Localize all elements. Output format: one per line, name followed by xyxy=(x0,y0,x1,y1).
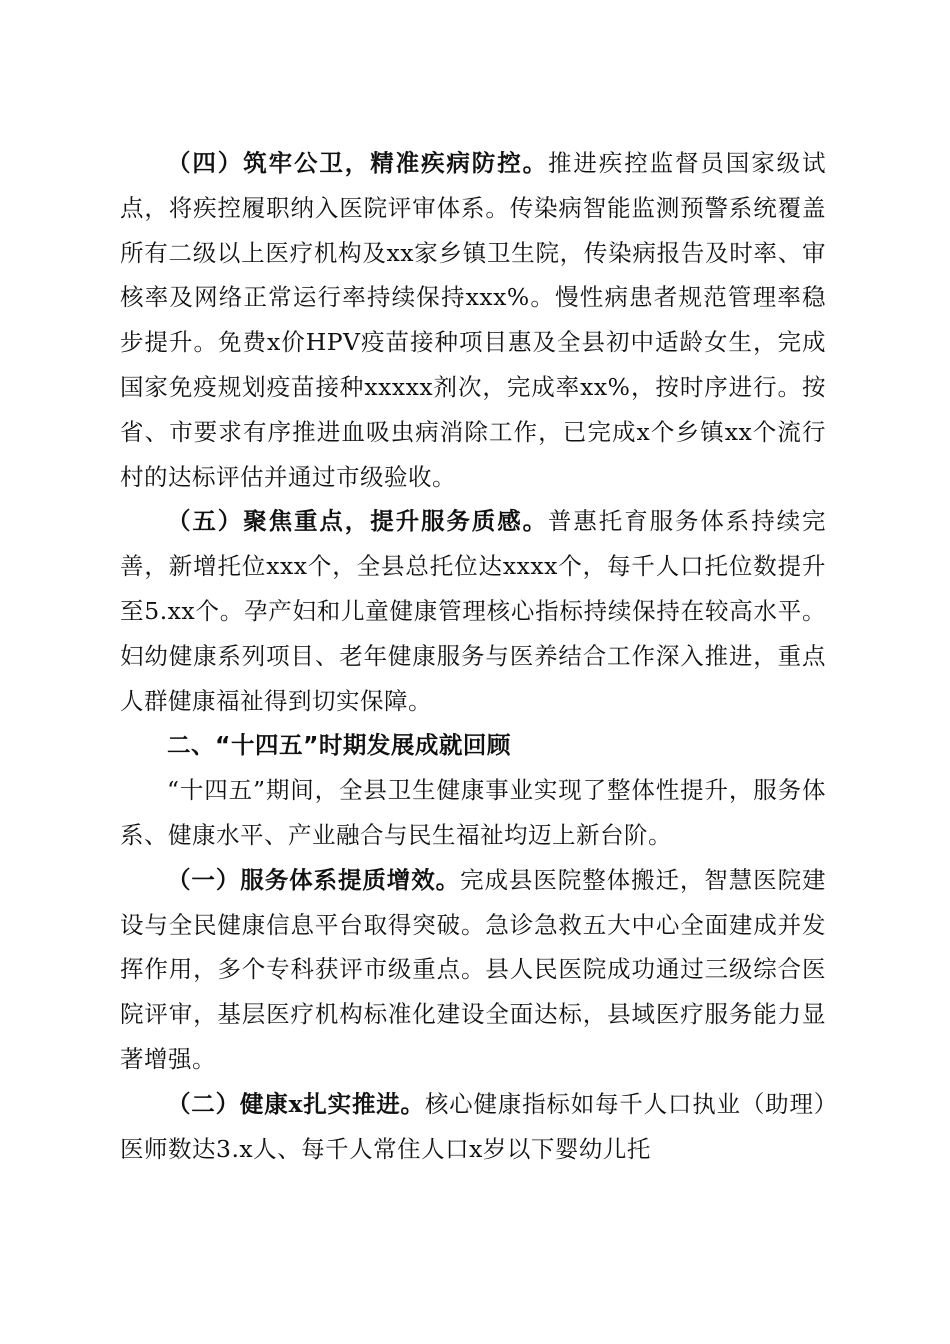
paragraph-achievements-intro: “十四五”期间，全县卫生健康事业实现了整体性提升，服务体系、健康水平、产业融合与民生福祉均迈上新台阶。 xyxy=(120,776,826,849)
paragraph-lead-service-quality: （五）聚焦重点，提升服务质感。 xyxy=(167,507,548,536)
paragraph-service-system xyxy=(120,858,826,1082)
paragraph-text-service-quality: 普惠托育服务体系持续完善，新增托位xxx个，全县总托位达xxxx个，每千人口托位数提升至5.xx个。孕产妇和儿童健康管理核心指标持续保持在较高水平。妇幼健康系列项目、老年健康服务与医养结合工作深入推进，重点人群健康福祉得到切实保障。 xyxy=(120,507,826,715)
document-body xyxy=(120,141,826,1171)
paragraph-lead-disease-control: （四）筑牢公卫，精准疾病防控。 xyxy=(167,149,548,177)
section-heading-achievements: 二、“十四五”时期发展成就回顾 xyxy=(167,731,511,760)
paragraph-lead-health-progress: （二）健康x扎实推进。 xyxy=(167,1089,425,1118)
paragraph-text-health-progress: 核心健康指标如每千人口执业（助理）医师数达3.x人、每千人常住人口x岁以下婴幼儿托 xyxy=(120,1089,827,1163)
paragraph-health-progress xyxy=(120,1082,826,1172)
paragraph-disease-control xyxy=(120,141,826,499)
paragraph-service-quality xyxy=(120,499,826,723)
paragraph-lead-service-system: （一）服务体系提质增效。 xyxy=(167,865,461,894)
paragraph-text-service-system: 完成县医院整体搬迁，智慧医院建设与全民健康信息平台取得突破。急诊急救五大中心全面建成并发挥作用，多个专科获评市级重点。县人民医院成功通过三级综合医院评审，基层医疗机构标准化建设全面达标，县域医疗服务能力显著增强。 xyxy=(120,865,827,1073)
paragraph-text-disease-control: 推进疾控监督员国家级试点，将疾控履职纳入医院评审体系。传染病智能监测预警系统覆盖所有二级以上医疗机构及xx家乡镇卫生院，传染病报告及时率、审核率及网络正常运行率持续保持xxx%。慢性病患者规范管理率稳步提升。免费x价HPV疫苗接种项目惠及全县初中适龄女生，完成国家免疫规划疫苗接种xxxxx剂次，完成率xx%，按时序进行。按省、市要求有序推进血吸虫病消除工作，已完成x个乡镇xx个流行村的达标评估并通过市级验收。 xyxy=(120,149,826,491)
